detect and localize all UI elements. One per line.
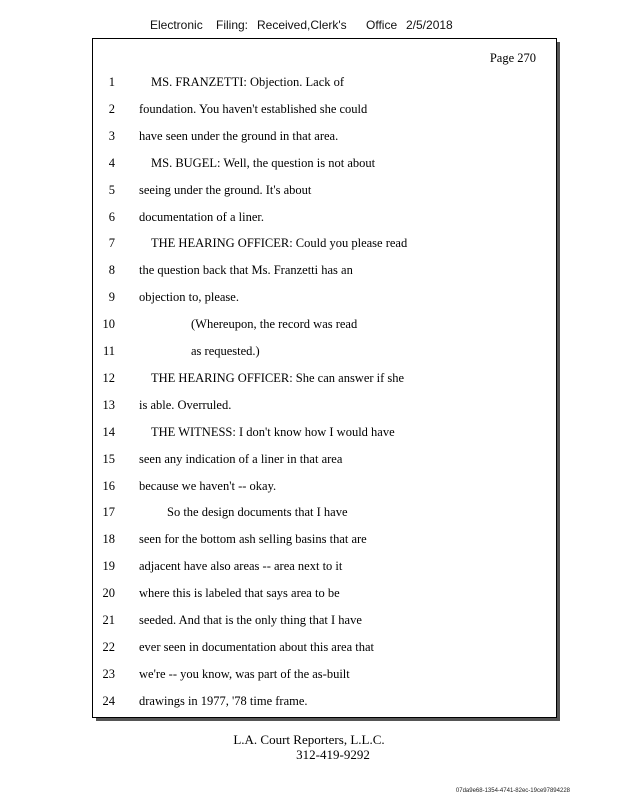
- line-number: 24: [102, 693, 115, 708]
- transcript-line: [93, 425, 558, 445]
- transcript-line: [93, 317, 558, 337]
- line-text: seen any indication of a liner in that area: [139, 451, 343, 466]
- transcript-line: [93, 613, 558, 633]
- transcript-line: [93, 559, 558, 579]
- line-text: we're -- you know, was part of the as-built: [139, 666, 350, 681]
- transcript-line: [93, 344, 558, 364]
- line-number: 3: [108, 128, 115, 143]
- stamp-office: Office: [366, 18, 398, 32]
- line-text: drawings in 1977, '78 time frame.: [139, 693, 308, 708]
- line-number: 12: [102, 370, 115, 385]
- transcript-line: [93, 479, 558, 499]
- transcript-line: [93, 183, 558, 203]
- line-number: 7: [108, 236, 115, 251]
- line-text: THE HEARING OFFICER: Could you please read: [151, 236, 408, 251]
- line-number: 11: [102, 344, 115, 358]
- stamp-filing: Filing:: [216, 18, 249, 32]
- line-number: 21: [102, 613, 115, 627]
- transcript-line: [93, 694, 558, 714]
- page-footer: [0, 732, 618, 762]
- page-shadow-bottom: [96, 718, 560, 721]
- electronic-filing-stamp: [150, 18, 460, 38]
- line-number: 15: [102, 451, 115, 466]
- transcript-line: [93, 505, 558, 525]
- transcript-line: [93, 75, 558, 95]
- line-text: documentation of a liner.: [139, 209, 264, 224]
- line-text: foundation. You haven't established she could: [139, 101, 368, 116]
- transcript-line: [93, 586, 558, 606]
- line-number: 1: [108, 75, 115, 89]
- line-number: 6: [108, 209, 115, 224]
- line-text: objection to, please.: [139, 290, 239, 305]
- line-text: MS. BUGEL: Well, the question is not about: [151, 155, 376, 170]
- line-number: 19: [102, 559, 115, 574]
- transcript-line: [93, 532, 558, 552]
- line-text: have seen under the ground in that area.: [139, 128, 339, 143]
- line-text: is able. Overruled.: [139, 397, 232, 412]
- transcript-line: [93, 290, 558, 310]
- court-reporter-name: L.A. Court Reporters, L.L.C.: [233, 732, 385, 747]
- line-number: 23: [102, 666, 115, 681]
- line-text: ever seen in documentation about this area that: [139, 639, 374, 654]
- line-text: because we haven't -- okay.: [139, 478, 277, 493]
- transcript-line: [93, 129, 558, 149]
- line-number: 16: [102, 478, 115, 493]
- line-text: So the design documents that I have: [167, 505, 348, 520]
- transcript-page: [92, 38, 557, 718]
- line-number: 17: [102, 505, 115, 520]
- transcript-line: [93, 156, 558, 176]
- line-text: as requested.): [191, 344, 260, 358]
- line-text: seeded. And that is the only thing that I have: [139, 613, 362, 627]
- court-reporter-phone: 312-419-9292: [296, 747, 370, 762]
- page-number: Page 270: [489, 51, 536, 65]
- transcript-line: [93, 102, 558, 122]
- line-number: 10: [102, 317, 115, 332]
- transcript-line: [93, 398, 558, 418]
- line-number: 9: [108, 290, 115, 305]
- stamp-received: Received,Clerk's: [257, 18, 347, 32]
- transcript-line: [93, 210, 558, 230]
- line-number: 20: [102, 586, 115, 601]
- line-number: 14: [102, 424, 115, 439]
- line-text: seen for the bottom ash selling basins that are: [139, 532, 367, 547]
- document-hash: 07da9e68-1354-4741-82ec-19ce97894228: [455, 788, 570, 794]
- line-number: 18: [102, 532, 115, 547]
- line-number: 5: [108, 182, 115, 197]
- line-text: (Whereupon, the record was read: [191, 317, 358, 332]
- line-text: THE WITNESS: I don't know how I would have: [151, 424, 395, 439]
- line-number: 22: [102, 639, 115, 654]
- transcript-line: [93, 640, 558, 660]
- transcript-line: [93, 452, 558, 472]
- transcript-line: [93, 371, 558, 391]
- transcript-line: [93, 667, 558, 687]
- line-number: 13: [102, 397, 115, 412]
- line-text: MS. FRANZETTI: Objection. Lack of: [151, 75, 345, 89]
- line-text: THE HEARING OFFICER: She can answer if she: [151, 370, 405, 385]
- line-number: 4: [108, 155, 115, 170]
- stamp-electronic: Electronic: [150, 18, 203, 32]
- line-text: where this is labeled that says area to be: [139, 586, 340, 601]
- transcript-line: [93, 236, 558, 256]
- line-number: 8: [108, 263, 115, 278]
- transcript-line: [93, 263, 558, 283]
- line-number: 2: [108, 101, 115, 116]
- stamp-date: 2/5/2018: [406, 18, 453, 32]
- line-text: the question back that Ms. Franzetti has an: [139, 263, 353, 278]
- line-text: seeing under the ground. It's about: [139, 182, 312, 197]
- line-text: adjacent have also areas -- area next to it: [139, 559, 343, 574]
